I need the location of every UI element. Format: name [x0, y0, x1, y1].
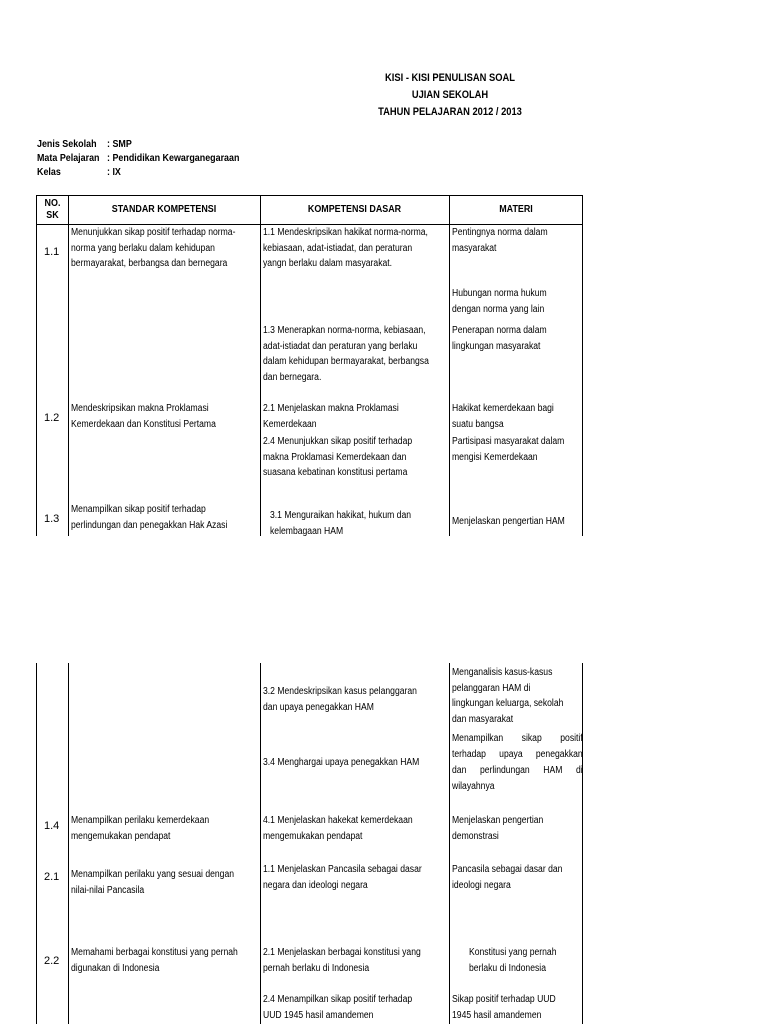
table-cell-materi: Konstitusi yang pernah berlaku di Indonesia: [469, 947, 557, 974]
header-standar-kompetensi: STANDAR KOMPETENSI: [111, 203, 217, 215]
header-kompetensi-dasar: KOMPETENSI DASAR: [307, 203, 402, 215]
table-cell-kd: 4.1 Menjelaskan hakekat kemerdekaan mengemukakan pendapat: [263, 815, 413, 842]
table-cell-sk: Memahami berbagai konstitusi yang pernah digunakan di Indonesia: [71, 947, 238, 974]
table-cell-sk: Menampilkan perilaku yang sesuai dengan nilai-nilai Pancasila: [71, 869, 235, 896]
table-row-no: 1.3: [44, 513, 60, 525]
mata-pelajaran-value: : Pendidikan Kewarganegaraan: [107, 152, 240, 164]
table-row-no: 2.1: [44, 871, 60, 883]
table-row-no: 1.2: [44, 412, 60, 424]
table-cell-kd: 1.1 Mendeskripsikan hakikat norma-norma, kebiasaan, adat-istiadat, dan peraturan yangn berlaku dalam masyarakat.: [263, 227, 428, 269]
table-cell-materi: Penerapan norma dalam lingkungan masyarakat: [452, 325, 547, 352]
table-cell-materi: Pentingnya norma dalam masyarakat: [452, 227, 548, 254]
kelas-value: : IX: [107, 166, 121, 178]
table-left-border: [36, 195, 37, 536]
table-cell-kd: 2.4 Menampilkan sikap positif terhadap UUD 1945 hasil amandemen: [263, 994, 413, 1021]
table-cell-kd: 3.1 Menguraikan hakikat, hukum dan kelembagaan HAM: [270, 510, 412, 537]
document-year: TAHUN PELAJARAN 2012 / 2013: [378, 106, 522, 118]
table-cell-kd: 2.1 Menjelaskan berbagai konstitusi yang pernah berlaku di Indonesia: [263, 947, 421, 974]
table-cell-materi: Hubungan norma hukum dengan norma yang lain: [452, 288, 547, 315]
table-cell-kd: 3.4 Menghargai upaya penegakkan HAM: [263, 757, 420, 768]
table-cell-materi: Menjelaskan pengertian HAM: [452, 516, 565, 527]
column-divider-1: [68, 663, 69, 1024]
table-cell-sk: Menampilkan sikap positif terhadap perlindungan dan penegakkan Hak Azasi: [71, 504, 228, 531]
kelas-label: Kelas: [37, 166, 61, 178]
table-cell-materi: Hakikat kemerdekaan bagi suatu bangsa: [452, 403, 554, 430]
document-title: KISI - KISI PENULISAN SOAL: [385, 72, 515, 84]
column-divider-2: [260, 663, 261, 1024]
table-row-no: 2.2: [44, 955, 60, 967]
table-top-border: [36, 195, 583, 196]
table-cell-kd: 1.3 Menerapkan norma-norma, kebiasaan, adat-istiadat dan peraturan yang berlaku dalam kehidupan bermayarakat, berbangsa dan bernegara.: [263, 325, 429, 383]
table-cell-materi: Partisipasi masyarakat dalam mengisi Kemerdekaan: [452, 436, 565, 463]
table-cell-kd: 2.4 Menunjukkan sikap positif terhadap makna Proklamasi Kemerdekaan dan suasana kebatinan konstitusi pertama: [263, 436, 413, 478]
table-cell-materi: Pancasila sebagai dasar dan ideologi negara: [452, 864, 563, 891]
document-subtitle: UJIAN SEKOLAH: [411, 89, 489, 101]
table-left-border: [36, 663, 37, 1024]
table-cell-sk: Menampilkan perilaku kemerdekaan mengemukakan pendapat: [71, 815, 210, 842]
header-no-sk: NO. SK: [44, 197, 61, 221]
column-divider-1: [68, 195, 69, 536]
header-materi: MATERI: [499, 203, 533, 215]
table-cell-materi: Menjelaskan pengertian demonstrasi: [452, 815, 544, 842]
table-cell-sk: Menunjukkan sikap positif terhadap norma- norma yang berlaku dalam kehidupan bermayarakat, berbangsa dan bernegara: [71, 227, 236, 269]
jenis-sekolah-label: Jenis Sekolah: [37, 138, 97, 150]
table-cell-materi-line: Menampilkan sikap positif: [452, 733, 583, 744]
table-cell-sk: Mendeskripsikan makna Proklamasi Kemerdekaan dan Konstitusi Pertama: [71, 403, 216, 430]
table-row-no: 1.1: [44, 246, 60, 258]
table-cell-kd: 1.1 Menjelaskan Pancasila sebagai dasar negara dan ideologi negara: [263, 864, 422, 891]
table-cell-materi: Sikap positif terhadap UUD 1945 hasil amandemen: [452, 994, 556, 1021]
table-cell-materi-line: wilayahnya: [452, 781, 495, 792]
table-cell-materi: Menganalisis kasus-kasus pelanggaran HAM di lingkungan keluarga, sekolah dan masyarakat: [452, 667, 564, 725]
table-cell-kd: 3.2 Mendeskripsikan kasus pelanggaran dan upaya penegakkan HAM: [263, 686, 417, 713]
table-cell-kd: 2.1 Menjelaskan makna Proklamasi Kemerdekaan: [263, 403, 399, 430]
table-cell-materi-line: dan perlindungan HAM di: [452, 765, 583, 776]
table-cell-materi-line: terhadap upaya penegakkan: [452, 749, 583, 760]
column-divider-2: [260, 195, 261, 536]
table-row-no: 1.4: [44, 820, 60, 832]
jenis-sekolah-value: : SMP: [107, 138, 132, 150]
mata-pelajaran-label: Mata Pelajaran: [37, 152, 100, 164]
